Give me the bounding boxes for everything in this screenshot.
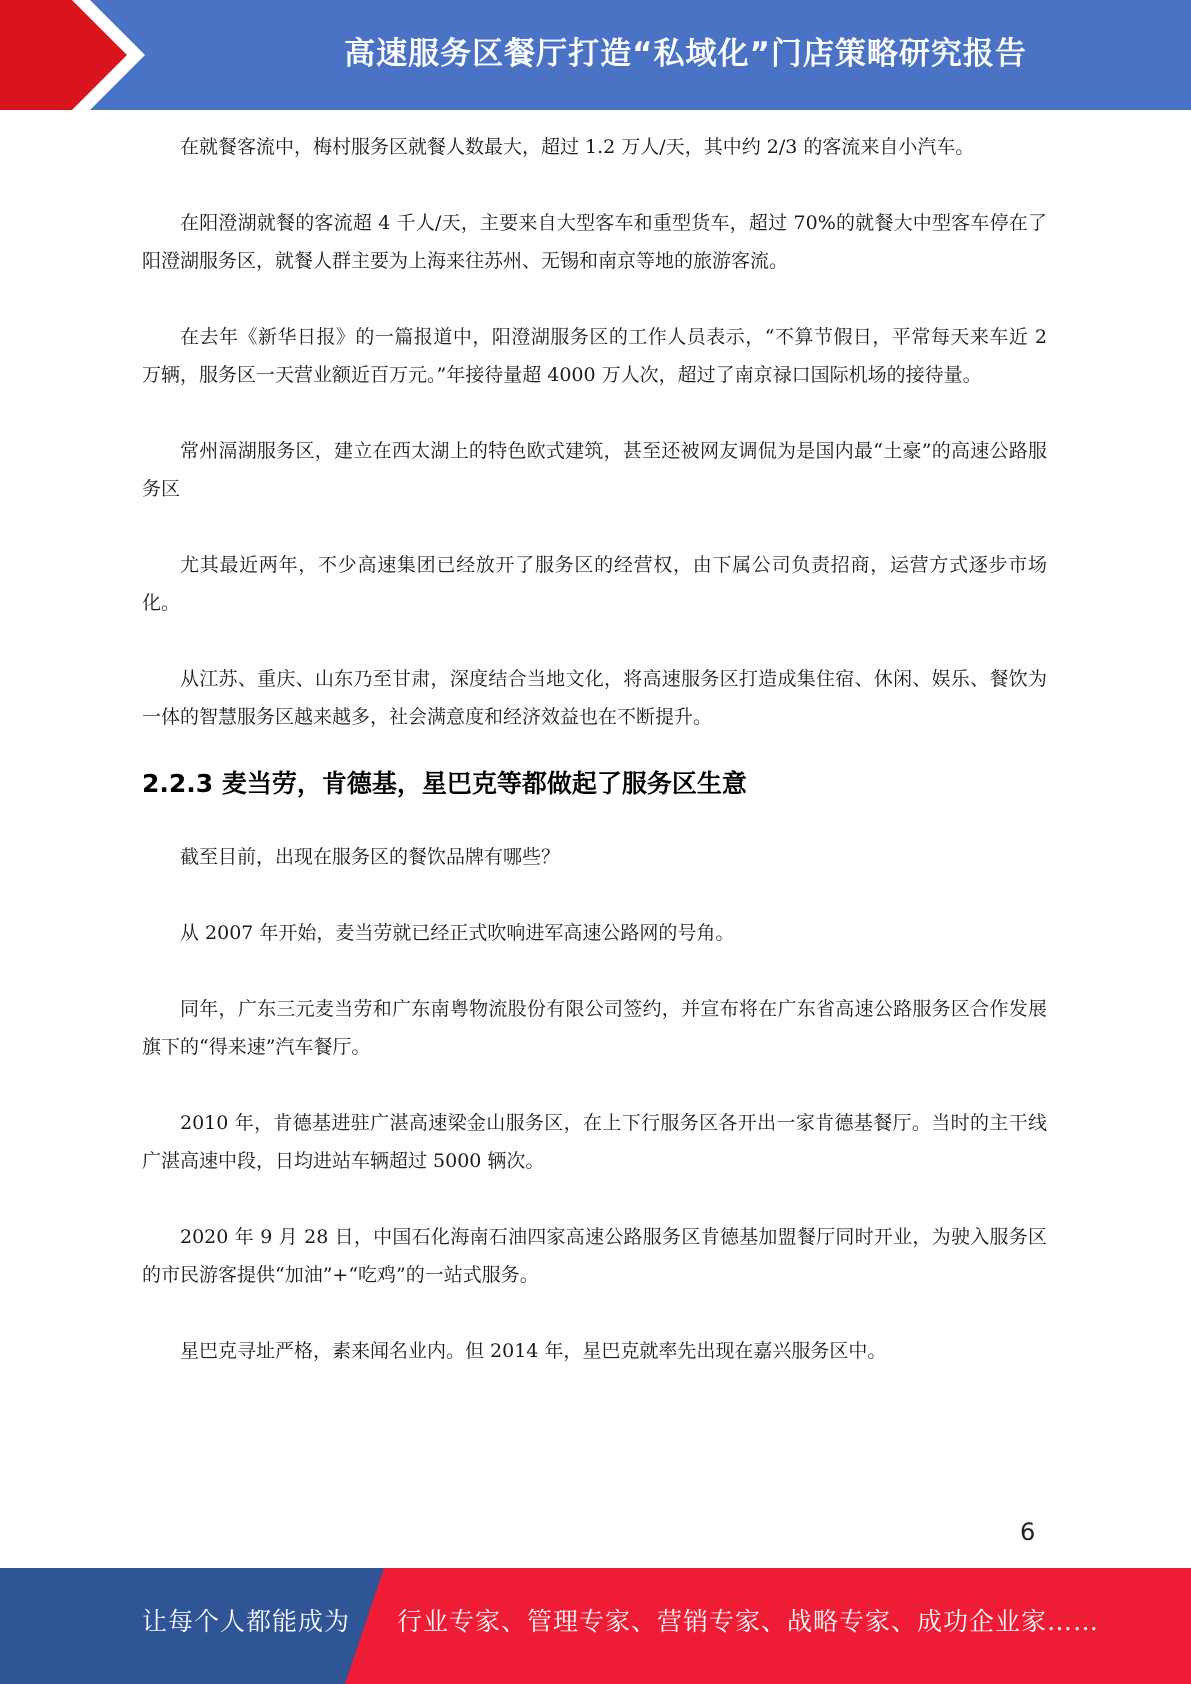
page-footer [0, 1568, 1191, 1684]
page-number: 6 [1020, 1518, 1036, 1546]
footer-slogan-right: 行业专家、管理专家、营销专家、战略专家、成功企业家…… [397, 1607, 1100, 1636]
paragraph: 截至目前，出现在服务区的餐饮品牌有哪些？ [180, 846, 561, 868]
footer-slogan-left: 让每个人都能成为 [142, 1607, 351, 1636]
section-heading: 2.2.3 麦当劳，肯德基，星巴克等都做起了服务区生意 [142, 769, 747, 798]
paragraph: 2010 年，肯德基进驻广湛高速梁金山服务区，在上下行服务区各开出一家肯德基餐厅。当时的主干线广湛高速中段，日均进站车辆超过 5000 辆次。 [142, 1112, 1047, 1172]
paragraph: 从江苏、重庆、山东乃至甘肃，深度结合当地文化，将高速服务区打造成集住宿、休闲、娱乐、餐饮为一体的智慧服务区越来越多，社会满意度和经济效益也在不断提升。 [142, 668, 1047, 728]
paragraph: 2020 年 9 月 28 日，中国石化海南石油四家高速公路服务区肯德基加盟餐厅同时开业，为驶入服务区的市民游客提供“加油”+“吃鸡”的一站式服务。 [142, 1226, 1047, 1286]
paragraph: 尤其最近两年，不少高速集团已经放开了服务区的经营权，由下属公司负责招商，运营方式逐步市场化。 [142, 554, 1047, 614]
header-title: 高速服务区餐厅打造“私域化”门店策略研究报告 [344, 35, 1027, 72]
paragraph: 在阳澄湖就餐的客流超 4 千人/天，主要来自大型客车和重型货车，超过 70%的就餐大中型客车停在了阳澄湖服务区，就餐人群主要为上海来往苏州、无锡和南京等地的旅游客流。 [142, 212, 1047, 272]
paragraph: 星巴克寻址严格，素来闻名业内。但 2014 年，星巴克就率先出现在嘉兴服务区中。 [180, 1340, 887, 1362]
page-header [0, 0, 1191, 110]
paragraph: 在就餐客流中，梅村服务区就餐人数最大，超过 1.2 万人/天，其中约 2/3 的客流来自小汽车。 [180, 136, 975, 158]
paragraph: 从 2007 年开始，麦当劳就已经正式吹响进军高速公路网的号角。 [180, 922, 735, 944]
paragraph: 同年，广东三元麦当劳和广东南粤物流股份有限公司签约，并宣布将在广东省高速公路服务区合作发展旗下的“得来速”汽车餐厅。 [142, 998, 1047, 1058]
document-body [142, 128, 1047, 1408]
paragraph: 常州滆湖服务区，建立在西太湖上的特色欧式建筑，甚至还被网友调侃为是国内最“土豪”的高速公路服务区 [142, 440, 1047, 500]
paragraph: 在去年《新华日报》的一篇报道中，阳澄湖服务区的工作人员表示，“不算节假日，平常每天来车近 2 万辆，服务区一天营业额近百万元。”年接待量超 4000 万人次，超过了南京禄口国际机场的接待量。 [142, 326, 1047, 386]
